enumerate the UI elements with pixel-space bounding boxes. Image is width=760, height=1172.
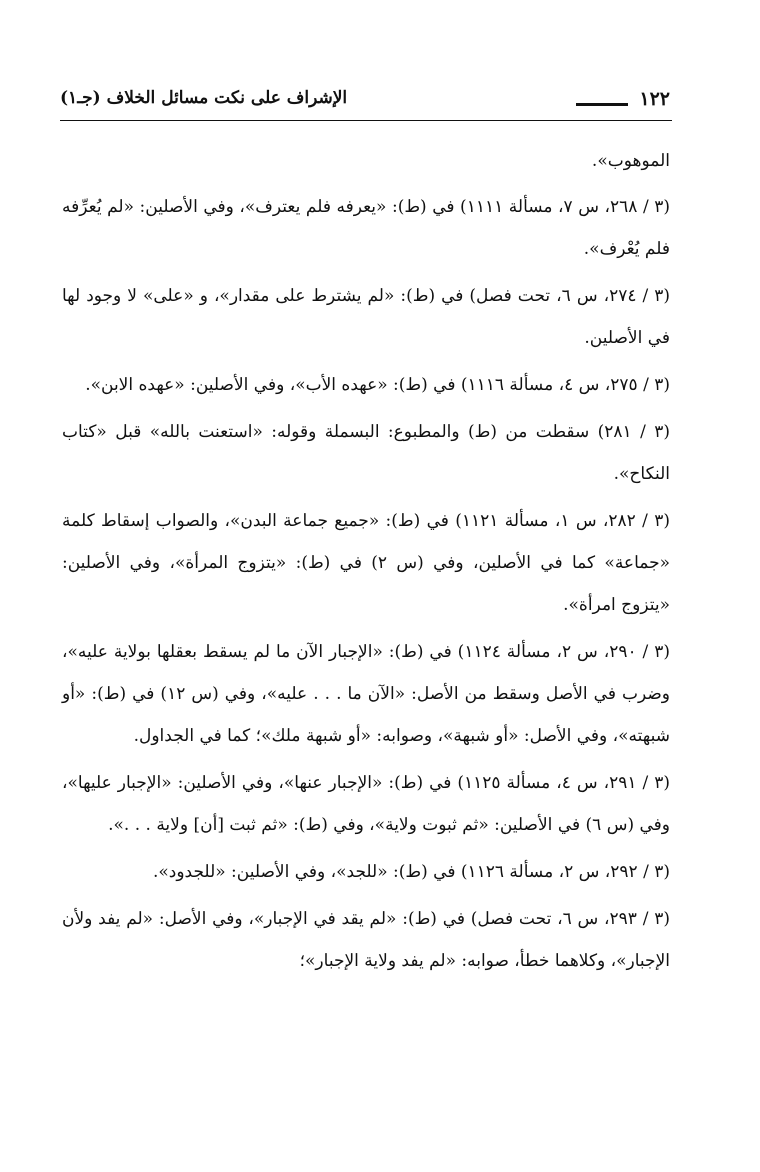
errata-entry: (٣ / ٢٦٨، س ٧، مسألة ١١١١) في (ط): «يعرفه فلم يعترف»، وفي الأصلين: «لم يُعرِّفه فلم يُعْرف». xyxy=(62,197,671,259)
running-header xyxy=(60,88,672,118)
errata-entry: (٣ / ٢٩٠، س ٢، مسألة ١١٢٤) في (ط): «الإجبار الآن ما لم يسقط بعقلها بولاية عليه»، وضرب في الأصل وسقط من الأصل: «الآن ما . . . عليه»، وفي (س ١٢) في (ط): «أو شبهته»، وفي الأصل: «أو شبهة»، وصوابه: «أو شبهة ملك»؛ كما في الجداول. xyxy=(62,642,671,746)
header-underline xyxy=(60,120,672,121)
text-line: الموهوب». xyxy=(591,151,670,171)
errata-entry: (٣ / ٢٨١) سقطت من (ط) والمطبوع: البسملة وقوله: «استعنت بالله» قبل «كتاب النكاح». xyxy=(62,422,670,484)
book-title: الإشراف على نكت مسائل الخلاف (جـ١) xyxy=(60,88,348,108)
page-number: ١٢٢ xyxy=(639,88,670,110)
page-body xyxy=(62,140,670,987)
errata-entry: (٣ / ٢٧٥، س ٤، مسألة ١١١٦) في (ط): «عهده الأب»، وفي الأصلين: «عهده الابن». xyxy=(85,375,670,395)
errata-entry: (٣ / ٢٩٣، س ٦، تحت فصل) في (ط): «لم يقد في الإجبار»، وفي الأصل: «لم يفد ولأن الإجبار»، وكلاهما خطأ، صوابه: «لم يفد ولاية الإجبار»؛ xyxy=(62,909,670,971)
header-rule xyxy=(576,103,628,106)
errata-entry: (٣ / ٢٩٢، س ٢، مسألة ١١٢٦) في (ط): «للجد»، وفي الأصلين: «للجدود». xyxy=(152,862,670,882)
errata-entry: (٣ / ٢٨٢، س ١، مسألة ١١٢١) في (ط): «جميع جماعة البدن»، والصواب إسقاط كلمة «جماعة» كما في الأصلين، وفي (س ٢) في (ط): «يتزوج المرأة»، وفي الأصلين: «يتزوج امرأة». xyxy=(62,511,671,615)
errata-entry: (٣ / ٢٩١، س ٤، مسألة ١١٢٥) في (ط): «الإجبار عنها»، وفي الأصلين: «الإجبار عليها»، وفي (س ٦) في الأصلين: «ثم ثبوت ولاية»، وفي (ط): «ثم ثبت [أن] ولاية . . .». xyxy=(62,773,670,835)
errata-entry: (٣ / ٢٧٤، س ٦، تحت فصل) في (ط): «لم يشترط على مقدار»، و «على» لا وجود لها في الأصلين. xyxy=(62,286,670,348)
